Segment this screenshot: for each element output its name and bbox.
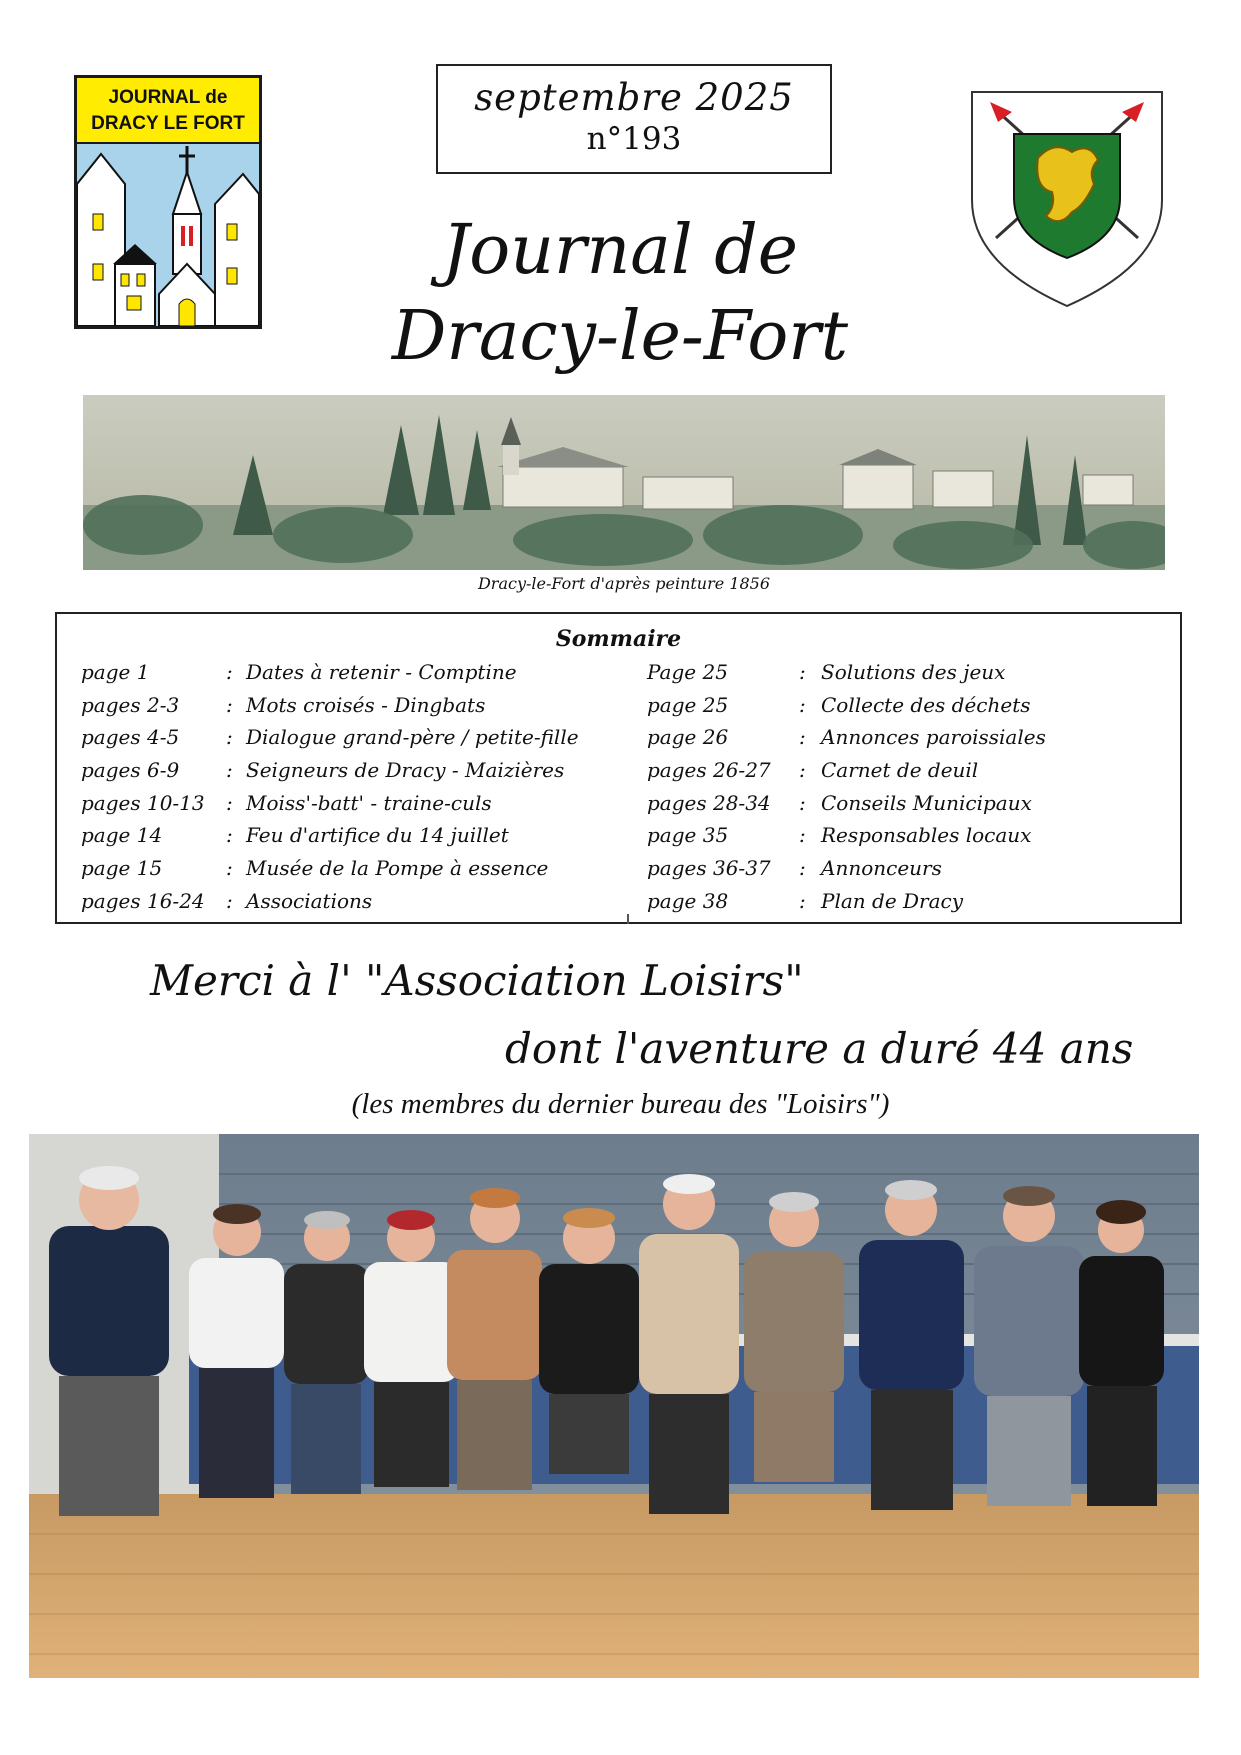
toc-entry: pages 2-3 : Mots croisés - Dingbats [81,689,579,722]
toc-label: Plan de Dracy [821,888,964,913]
toc-label: Collecte des déchets [821,692,1031,717]
toc-entry: pages 16-24 : Associations [81,885,579,918]
panorama-painting [83,395,1165,570]
toc-page: pages 16-24 [81,888,205,913]
toc-page: page 26 [647,725,729,750]
photo-subtitle: (les membres du dernier bureau des "Loisirs") [351,1088,890,1120]
logo-line2: DRACY LE FORT [91,113,245,134]
toc-right-column [647,656,1046,918]
issue-box [436,64,832,174]
masthead-line1: Journal de [442,211,798,290]
issue-number: n°193 [586,121,682,157]
toc-page: page 35 [647,823,729,848]
masthead-line2: Dracy-le-Fort [391,297,849,376]
toc-label: Feu d'artifice du 14 juillet [246,823,509,848]
toc-entry: page 15 : Musée de la Pompe à essence [81,852,579,885]
toc-page: pages 2-3 [81,692,180,717]
toc-page: page 38 [647,888,729,913]
toc-entry: pages 26-27 : Carnet de deuil [647,754,1046,787]
toc-page: pages 4-5 [81,725,180,750]
toc-entry: page 38 : Plan de Dracy [647,885,1046,918]
toc-entry: Page 25 : Solutions des jeux [647,656,1046,689]
toc-page: pages 26-27 [647,758,771,783]
toc-label: Moiss'-batt' - traine-culs [246,790,492,815]
headline-line1: Merci à l' "Association Loisirs" [150,956,804,1005]
toc-page: page 25 [647,692,729,717]
toc-entry: pages 28-34 : Conseils Municipaux [647,787,1046,820]
headline-line2: dont l'aventure a duré 44 ans [505,1024,1134,1073]
coat-of-arms-icon [968,88,1166,310]
masthead-title [340,208,900,380]
issue-date: septembre 2025 [474,76,794,119]
toc-entry: pages 4-5 : Dialogue grand-père / petite-fille [81,721,579,754]
toc-page: Page 25 [647,660,728,684]
toc-entry: page 26 : Annonces paroissiales [647,721,1046,754]
toc-entry: pages 10-13 : Moiss'-batt' - traine-culs [81,787,579,820]
panorama-caption: Dracy-le-Fort d'après peinture 1856 [477,574,771,593]
toc-page: pages 6-9 [81,758,180,783]
toc-label: Musée de la Pompe à essence [246,856,549,881]
toc-label: Mots croisés - Dingbats [246,692,486,717]
toc-label: Responsables locaux [821,823,1032,848]
toc-page: pages 28-34 [647,790,771,815]
group-photo [29,1134,1199,1678]
toc-label: Seigneurs de Dracy - Maizières [246,758,565,783]
logo-line1: JOURNAL de [108,87,228,108]
journal-logo [74,75,262,329]
toc-divider [627,914,629,924]
toc-label: Conseils Municipaux [821,790,1032,815]
toc-title: Sommaire [555,626,682,652]
toc-page: pages 36-37 [647,856,771,881]
table-of-contents [55,612,1182,924]
toc-page: page 1 [81,660,150,684]
toc-label: Dialogue grand-père / petite-fille [246,725,579,750]
toc-entry: pages 6-9 : Seigneurs de Dracy - Maizières [81,754,579,787]
toc-label: Annonceurs [821,856,942,881]
toc-label: Annonces paroissiales [821,725,1046,750]
church-illustration-icon [77,144,259,326]
toc-entry: page 25 : Collecte des déchets [647,689,1046,722]
toc-entry: page 35 : Responsables locaux [647,819,1046,852]
toc-label: Dates à retenir - Comptine [246,660,517,684]
logo-banner [77,78,259,144]
toc-entry: page 14 : Feu d'artifice du 14 juillet [81,819,579,852]
toc-entry: pages 36-37 : Annonceurs [647,852,1046,885]
toc-label: Associations [246,888,373,913]
toc-page: pages 10-13 [81,790,205,815]
toc-page: page 15 [81,856,163,881]
toc-label: Solutions des jeux [821,660,1006,684]
toc-left-column [81,656,579,918]
toc-entry: page 1 : Dates à retenir - Comptine [81,656,579,689]
toc-label: Carnet de deuil [821,758,979,783]
toc-page: page 14 [81,823,163,848]
